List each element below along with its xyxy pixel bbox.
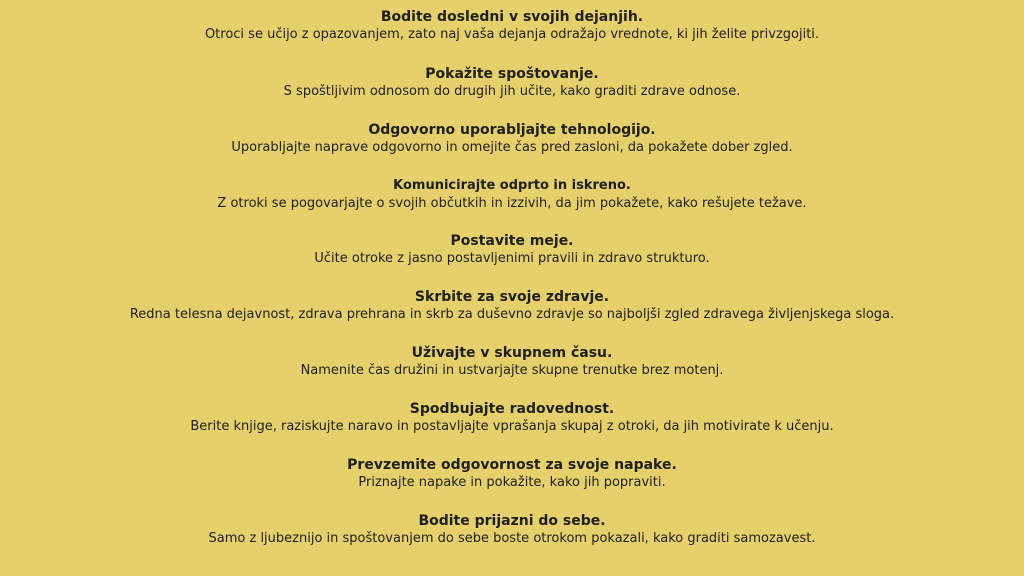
tip-1 — [0, 8, 1024, 44]
tip-4 — [0, 177, 1024, 213]
tip-text: Otroci se učijo z opazovanjem, zato naj vaša dejanja odražajo vrednote, ki jih želite privzgojiti. — [204, 27, 820, 42]
tip-text: Učite otroke z jasno postavljenimi pravili in zdravo strukturo. — [314, 251, 710, 266]
tip-text: Redna telesna dejavnost, zdrava prehrana in skrb za duševno zdravje so najboljši zgled zdravega življenjskega sloga. — [129, 307, 895, 322]
tip-9 — [0, 456, 1024, 492]
tip-title: Postavite meje. — [450, 233, 574, 249]
tip-title: Skrbite za svoje zdravje. — [414, 289, 610, 305]
tip-text: Namenite čas družini in ustvarjajte skupne trenutke brez motenj. — [300, 363, 724, 378]
tip-text: S spoštljivim odnosom do drugih jih učite, kako graditi zdrave odnose. — [283, 84, 741, 99]
tip-3 — [0, 121, 1024, 157]
tip-title: Bodite dosledni v svojih dejanjih. — [380, 9, 644, 25]
tip-text: Samo z ljubeznijo in spoštovanjem do sebe boste otrokom pokazali, kako graditi samozavest. — [208, 531, 816, 546]
tip-title: Bodite prijazni do sebe. — [418, 513, 606, 529]
tip-text: Priznajte napake in pokažite, kako jih popraviti. — [358, 475, 666, 490]
tip-7 — [0, 344, 1024, 380]
tip-8 — [0, 400, 1024, 436]
tip-title: Spodbujajte radovednost. — [409, 401, 615, 417]
tip-5 — [0, 232, 1024, 268]
tip-title: Komunicirajte odprto in iskreno. — [393, 178, 631, 193]
tip-title: Prevzemite odgovornost za svoje napake. — [347, 457, 677, 473]
tip-text: Uporabljajte naprave odgovorno in omejite čas pred zasloni, da pokažete dober zgled. — [231, 140, 793, 155]
tip-title: Uživajte v skupnem času. — [411, 345, 613, 361]
tip-text: Berite knjige, raziskujte naravo in postavljajte vprašanja skupaj z otroki, da jih motivirate k učenju. — [190, 419, 834, 434]
tip-10 — [0, 512, 1024, 548]
tip-2 — [0, 65, 1024, 101]
tip-title: Odgovorno uporabljajte tehnologijo. — [368, 122, 656, 138]
tip-title: Pokažite spoštovanje. — [425, 66, 599, 82]
tip-6 — [0, 288, 1024, 324]
tip-text: Z otroki se pogovarjajte o svojih občutkih in izzivih, da jim pokažete, kako rešujete težave. — [217, 196, 807, 211]
